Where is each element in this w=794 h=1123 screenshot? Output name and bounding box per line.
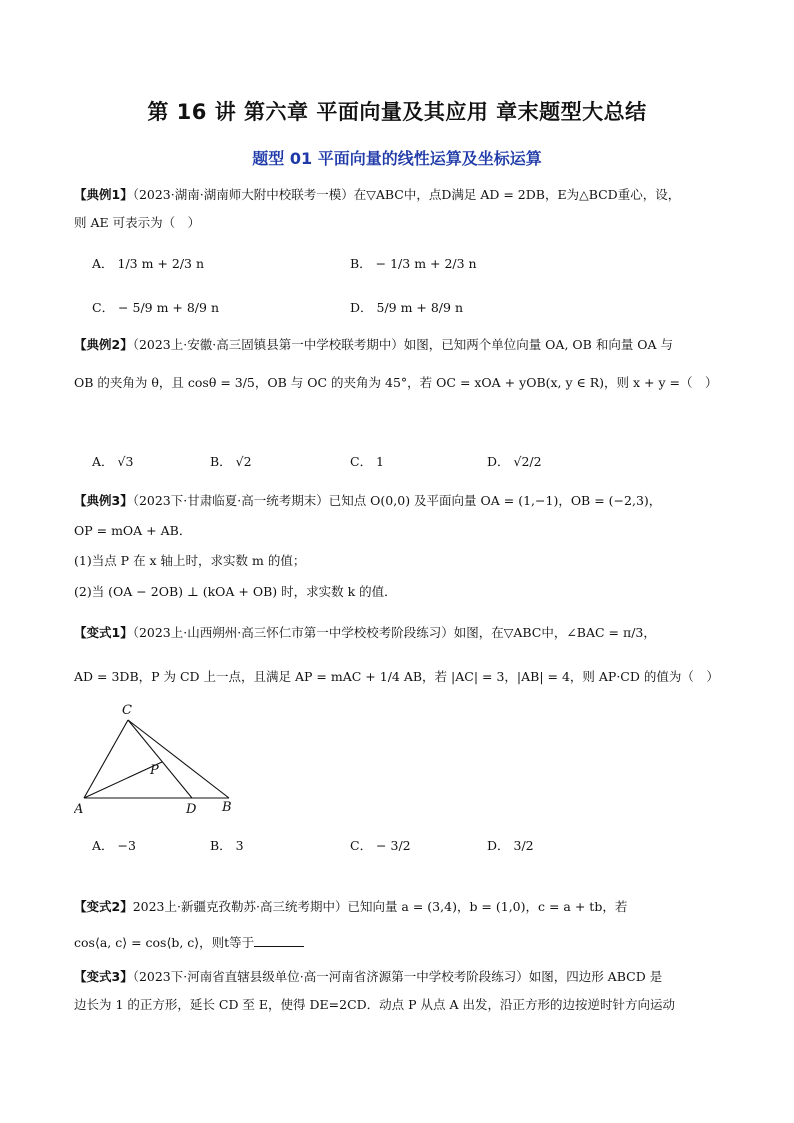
segment-cd (128, 720, 192, 798)
problem-2-tag: 【典例2】 (74, 337, 133, 352)
problem-1-text-1: （2023·湖南·湖南师大附中校联考一模）在▽ABC中，点D满足 AD = 2DB，E为△BCD重心，设， (132, 187, 681, 202)
problem-1-line-2: 则 AE 可表示为（ ） (74, 215, 201, 230)
problem-6-tag: 【变式3】 (74, 969, 133, 984)
problem-2-line-2: OB 的夹角为 θ，且 cosθ = 3/5，OB 与 OC 的夹角为 45°，若 OC = xOA + yOB(x, y ∈ R)，则 x + y =（ ） (74, 375, 718, 390)
segment-ac (84, 720, 128, 798)
segment-cb (128, 720, 229, 798)
problem-2-option-a: A． √3 (92, 454, 134, 469)
problem-4-line-2: AD = 3DB，P 为 CD 上一点，且满足 AP = mAC + 1/4 AB，若 |AC| = 3，|AB| = 4，则 AP·CD 的值为（ ） (74, 669, 719, 684)
problem-3-line-4: (2)当 (OA − 2OB) ⊥ (kOA + OB) 时，求实数 k 的值． (74, 584, 397, 599)
problem-6-line-1 (74, 968, 662, 986)
problem-2-option-b: B． √2 (210, 454, 252, 469)
problem-6-text-1: （2023下·河南省直辖县级单位·高一河南省济源第一中学校考阶段练习）如图，四边形 ABCD 是 (132, 969, 663, 984)
problem-3-line-2: OP = mOA + AB． (74, 523, 192, 538)
problem-2-option-c: C． 1 (350, 454, 384, 469)
label-c: C (122, 703, 132, 718)
label-d: D (186, 802, 197, 817)
problem-2-text-1: （2023上·安徽·高三固镇县第一中学校联考期中）如图，已知两个单位向量 OA, OB 和向量 OA 与 (132, 337, 674, 352)
problem-1-option-d: D． 5/9 m + 8/9 n (350, 300, 464, 315)
problem-3-line-1 (74, 492, 661, 510)
problem-4-tag: 【变式1】 (74, 625, 133, 640)
problem-4-option-b: B． 3 (210, 838, 244, 853)
problem-2-option-d: D． √2/2 (487, 454, 542, 469)
problem-1-option-a: A． 1/3 m + 2/3 n (92, 256, 205, 271)
label-a: A (74, 802, 84, 817)
problem-1-option-b: B． − 1/3 m + 2/3 n (350, 256, 477, 271)
problem-6-line-2: 边长为 1 的正方形，延长 CD 至 E，使得 DE=2CD．动点 P 从点 A 出发，沿正方形的边按逆时针方向运动 (74, 997, 675, 1012)
problem-4-line-1 (74, 624, 656, 642)
page-title: 第 16 讲 第六章 平面向量及其应用 章末题型大总结 (147, 100, 647, 124)
problem-3-text-1: （2023下·甘肃临夏·高一统考期末）已知点 O(0,0) 及平面向量 OA = (1,−1)，OB = (−2,3)， (132, 493, 662, 508)
problem-3-tag: 【典例3】 (74, 493, 133, 508)
problem-5-text-2: cos⟨a, c⟩ = cos⟨b, c⟩，则t等于 (74, 935, 255, 950)
problem-3-line-3: (1)当点 P 在 x 轴上时，求实数 m 的值； (74, 553, 306, 568)
triangle-figure (74, 700, 244, 822)
problem-4-option-a: A． −3 (92, 838, 136, 853)
problem-4-text-1: （2023上·山西朔州·高三怀仁市第一中学校校考阶段练习）如图，在▽ABC中，∠BAC = π/3， (132, 625, 656, 640)
answer-blank (254, 934, 304, 947)
problem-5-line-1 (74, 898, 627, 916)
label-b: B (222, 800, 232, 815)
problem-2-line-1 (74, 336, 673, 354)
section-title: 题型 01 平面向量的线性运算及坐标运算 (252, 149, 542, 168)
label-p: P (150, 763, 159, 778)
problem-1-tag: 【典例1】 (74, 187, 133, 202)
problem-4-option-d: D． 3/2 (487, 838, 534, 853)
problem-5-line-2 (74, 934, 304, 952)
problem-1-line-1 (74, 186, 680, 204)
problem-4-option-c: C． − 3/2 (350, 838, 411, 853)
problem-1-option-c: C． − 5/9 m + 8/9 n (92, 300, 219, 315)
problem-5-text-1: 2023上·新疆克孜勒苏·高三统考期中）已知向量 a = (3,4)，b = (1,0)，c = a + tb，若 (132, 899, 628, 914)
problem-5-tag: 【变式2】 (74, 899, 133, 914)
